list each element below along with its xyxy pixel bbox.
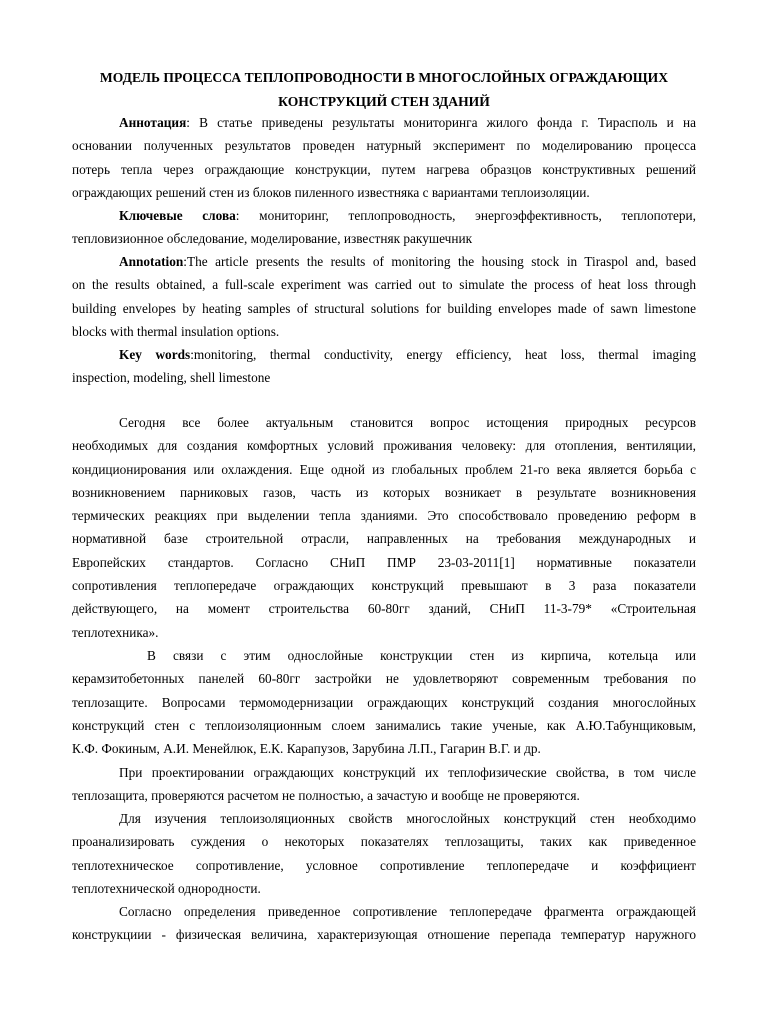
body-paragraph-3 bbox=[72, 761, 696, 808]
body-line: керамзитобетонных панелей 60-80гг застройки не удовлетворяют современным требования по bbox=[72, 671, 696, 687]
abstract-ru bbox=[72, 111, 696, 204]
body-line: кондиционирования или охлаждения. Еще одной из глобальных проблем 21-го века является борьба с bbox=[72, 461, 696, 477]
abstract-en-line: blocks with thermal insulation options. bbox=[72, 323, 280, 339]
keywords-ru-label: Ключевые слова bbox=[119, 208, 236, 223]
abstract-en-line: building envelopes by heating samples of structural solutions for building envelopes made of sawn limestone bbox=[72, 300, 696, 316]
body-line: теплотехника». bbox=[72, 624, 159, 640]
body-line: конструкций стен с теплоизоляционным слоем занимались такие ученые, как А.Ю.Табунщиковым, bbox=[72, 717, 696, 733]
paper-title-line-1: МОДЕЛЬ ПРОЦЕССА ТЕПЛОПРОВОДНОСТИ В МНОГОСЛОЙНЫХ ОГРАЖДАЮЩИХ bbox=[99, 70, 669, 85]
keywords-en-line: Key words:monitoring, thermal conductivity, energy efficiency, heat loss, thermal imaging bbox=[119, 347, 696, 362]
body-line: действующего, на момент строительства 60-80гг зданий, СНиП 11-3-79* «Строительная bbox=[72, 601, 696, 617]
abstract-ru-line: ограждающих решений стен из блоков пиленного известняка с вариантами теплоизоляции. bbox=[72, 184, 590, 200]
body-line: Для изучения теплоизоляционных свойств многослойных конструкций стен необходимо bbox=[119, 811, 696, 826]
abstract-ru-line: основании полученных результатов проведен натурный эксперимент по моделированию процесса bbox=[72, 138, 696, 154]
abstract-ru-label: Аннотация bbox=[119, 115, 187, 130]
abstract-ru-line: Аннотация: В статье приведены результаты мониторинга жилого фонда г. Тирасполь и на bbox=[119, 115, 696, 130]
body-line: теплотехническое сопротивление, условное сопротивление теплопередаче и коэффициент bbox=[72, 857, 696, 873]
body-line: В связи с этим однослойные конструкции стен из кирпича, котельца или bbox=[147, 648, 696, 663]
body-line: проанализировать суждения о некоторых показателях теплозащиты, таких как приведенное bbox=[72, 834, 696, 850]
body-line: термических реакциях при выделении тепла зданиями. Это способствовало проведению реформ в bbox=[72, 508, 696, 524]
abstract-en-line: Annotation:The article presents the results of monitoring the housing stock in Tiraspol and, based bbox=[119, 254, 696, 269]
body-line: Европейских стандартов. Согласно СНиП ПМР 23-03-2011[1] нормативные показатели bbox=[72, 554, 696, 570]
body-paragraph-5 bbox=[72, 900, 696, 947]
paper-title bbox=[72, 66, 696, 114]
body-line: К.Ф. Фокиным, А.И. Менейлюк, Е.К. Карапузов, Зарубина Л.П., Гагарин В.Г. и др. bbox=[72, 741, 541, 757]
body-paragraph-2 bbox=[72, 644, 696, 760]
keywords-ru-line: Ключевые слова: мониторинг, теплопроводность, энергоэффективность, теплопотери, bbox=[119, 208, 696, 223]
abstract-en-line: on the results obtained, a full-scale experiment was carried out to simulate the process of heat loss through bbox=[72, 277, 696, 293]
body-line: При проектировании ограждающих конструкций их теплофизические свойства, в том числе bbox=[119, 765, 696, 780]
keywords-ru-line: тепловизионное обследование, моделирование, известняк ракушечник bbox=[72, 231, 473, 247]
paper-title-line-2: КОНСТРУКЦИЙ СТЕН ЗДАНИЙ bbox=[278, 94, 490, 109]
body-paragraph-1 bbox=[72, 411, 696, 644]
body-line: теплотехнической однородности. bbox=[72, 880, 261, 896]
keywords-en bbox=[72, 343, 696, 390]
keywords-ru bbox=[72, 204, 696, 251]
body-line: теплозащите. Вопросами термомодернизации ограждающих конструкций создания многослойных bbox=[72, 694, 696, 710]
body-line: сопротивления теплопередаче ограждающих конструкций превышают в 3 раза показатели bbox=[72, 578, 696, 594]
body-line: теплозащита, проверяются расчетом не полностью, а зачастую и вообще не проверяются. bbox=[72, 788, 580, 804]
body-line: Согласно определения приведенное сопротивление теплопередаче фрагмента ограждающей bbox=[119, 904, 696, 919]
body-paragraph-4 bbox=[72, 807, 696, 900]
body-line: Сегодня все более актуальным становится вопрос истощения природных ресурсов bbox=[119, 415, 696, 430]
body-line: конструкциии - физическая величина, характеризующая отношение перепада температур наружного bbox=[72, 927, 696, 943]
abstract-ru-line: потерь тепла через ограждающие конструкции, путем нагрева образцов конструктивных решений bbox=[72, 161, 696, 177]
abstract-en-label: Annotation bbox=[119, 254, 184, 269]
body-line: необходимых для создания комфортных условий проживания человеку: для отопления, вентиляции, bbox=[72, 438, 696, 454]
body-line: возникновением парниковых газов, часть из которых возникает в результате возникновения bbox=[72, 484, 696, 500]
keywords-en-label: Key words bbox=[119, 347, 191, 362]
abstract-en bbox=[72, 250, 696, 343]
keywords-en-line: inspection, modeling, shell limestone bbox=[72, 370, 271, 386]
body-line: нормативной базе строительной отрасли, направленных на требования международных и bbox=[72, 531, 696, 547]
